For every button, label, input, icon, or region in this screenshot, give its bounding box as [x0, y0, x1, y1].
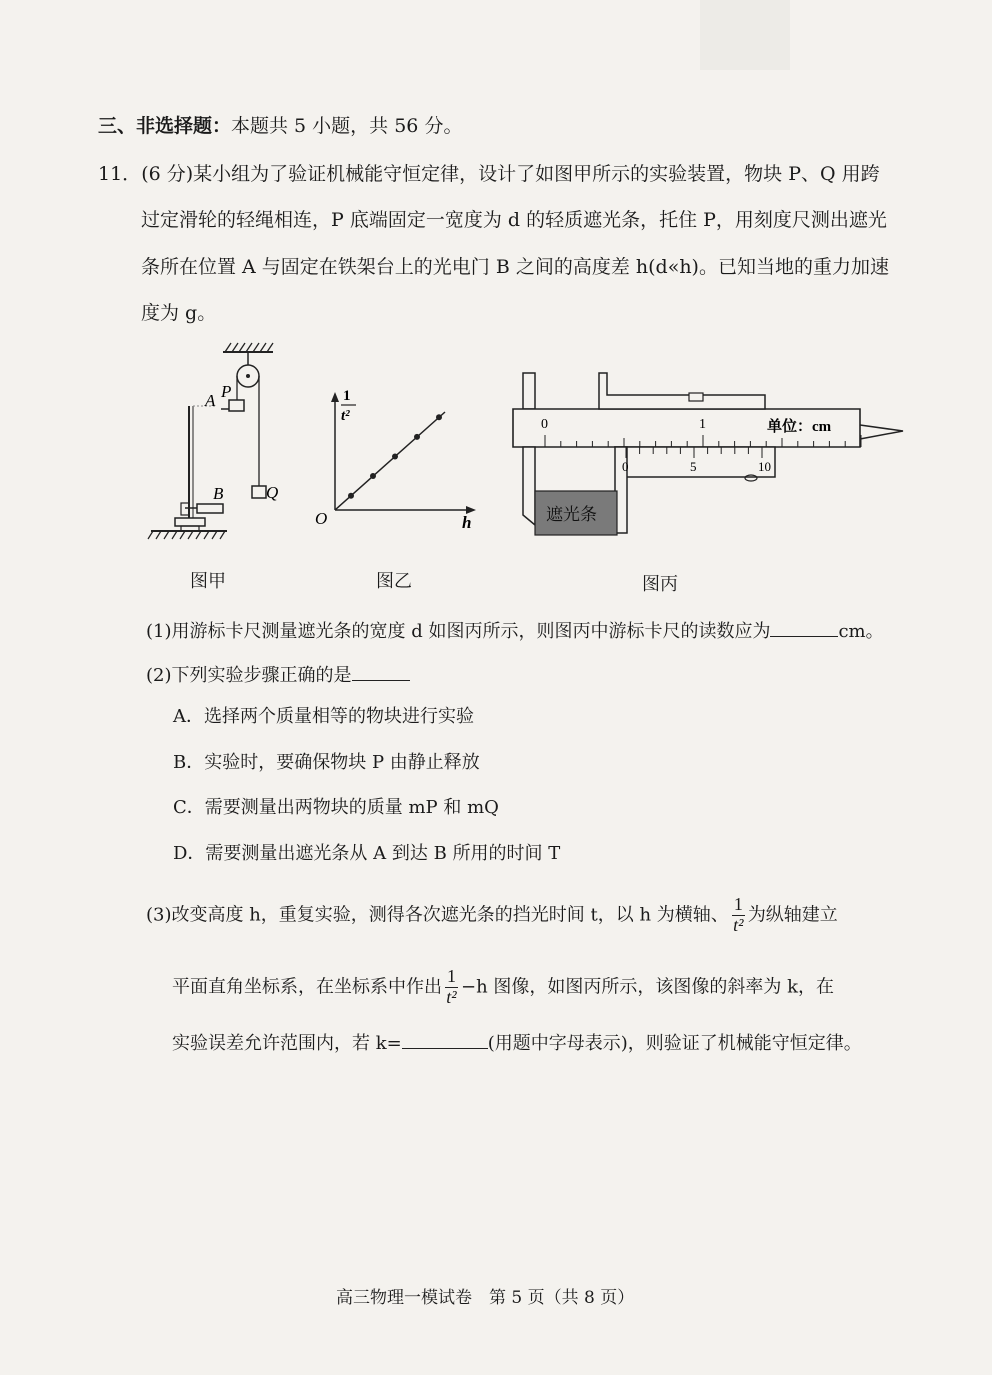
- part3-line-2: [172, 967, 834, 1008]
- question-intro-line-3: 条所在位置 A 与固定在铁架台上的光电门 B 之间的高度差 h(d«h)。已知当地的重力加速: [141, 256, 889, 278]
- part3-line-1: [146, 895, 838, 936]
- option-a: A．选择两个质量相等的物块进行实验: [173, 706, 474, 727]
- y-axis-den: t²: [341, 408, 350, 424]
- part2-prompt-line: [146, 662, 410, 687]
- part1-text: (1)用游标卡尺测量遮光条的宽度 d 如图丙所示，则图丙中游标卡尺的读数应为: [146, 621, 771, 642]
- part3-text-2a: 平面直角坐标系，在坐标系中作出: [172, 976, 442, 998]
- figure-yi-graph: [310, 382, 485, 532]
- section-detail: 本题共 5 小题，共 56 分。: [231, 115, 463, 137]
- part3-text-1b: 为纵轴建立: [747, 904, 838, 926]
- intro-text-1: 某小组为了验证机械能守恒定律，设计了如图甲所示的实验装置，物块 P、Q 用跨: [193, 163, 880, 185]
- block-p: [229, 400, 244, 411]
- option-b: B．实验时，要确保物块 P 由静止释放: [173, 752, 480, 773]
- fraction-inverse-t-squared: $\frac{1}{\text{t²}}$: [446, 966, 457, 1007]
- vernier-0: 0: [622, 459, 629, 474]
- shielding-strip-label: 遮光条: [546, 505, 597, 524]
- option-d: D．需要测量出遮光条从 A 到达 B 所用的时间 T: [173, 843, 561, 864]
- part3-answer-blank[interactable]: [402, 1030, 488, 1049]
- part3-text-3b: (用题中字母表示)，则验证了机械能守恒定律。: [487, 1033, 862, 1054]
- part1-answer-blank[interactable]: [770, 618, 838, 637]
- main-scale-1: 1: [699, 417, 706, 432]
- figure-jia-caption: 图甲: [190, 571, 226, 592]
- part1-line: [146, 618, 884, 643]
- page-showthrough-shading: [700, 0, 790, 70]
- data-point: [414, 434, 420, 440]
- part3-text-3a: 实验误差允许范围内，若 k=: [172, 1033, 402, 1054]
- data-point: [436, 414, 442, 420]
- unit-label: 单位：cm: [767, 419, 832, 435]
- page-footer: 高三物理一模试卷 第 5 页（共 8 页）: [336, 1288, 635, 1308]
- figure-bing-caliper: [505, 365, 915, 545]
- label-q: Q: [266, 483, 279, 502]
- data-point: [348, 493, 354, 499]
- question-intro-line-1: [98, 163, 880, 186]
- part3-text-1a: (3)改变高度 h，重复实验，测得各次遮光条的挡光时间 t，以 h 为横轴、: [146, 904, 729, 926]
- y-axis-num: 1: [343, 388, 351, 404]
- question-number: 11．: [98, 163, 142, 185]
- part2-answer-blank[interactable]: [352, 662, 410, 681]
- main-scale-0: 0: [541, 417, 548, 432]
- part3-text-2b: −h 图像，如图丙所示，该图像的斜率为 k，在: [461, 976, 835, 998]
- figure-bing-caption: 图丙: [642, 574, 678, 595]
- label-p: P: [221, 382, 232, 401]
- data-point: [370, 473, 376, 479]
- section-header: [98, 115, 462, 138]
- data-point: [392, 454, 398, 460]
- section-label: 三、非选择题：: [98, 115, 232, 137]
- part3-line-3: [172, 1030, 862, 1055]
- origin-label: O: [315, 509, 328, 528]
- label-a: A: [205, 391, 216, 410]
- figure-jia-apparatus: [145, 338, 295, 543]
- x-axis-label: h: [462, 513, 472, 532]
- question-intro-line-2: 过定滑轮的轻绳相连，P 底端固定一宽度为 d 的轻质遮光条，托住 P，用刻度尺测出遮光: [141, 209, 887, 231]
- question-score: (6 分): [141, 163, 194, 185]
- fraction-inverse-t-squared: $\frac{1}{\text{t²}}$: [733, 894, 744, 935]
- part2-prompt: (2)下列实验步骤正确的是: [146, 665, 352, 686]
- figure-yi-caption: 图乙: [376, 571, 412, 592]
- part1-unit: cm。: [838, 621, 884, 642]
- vernier-5: 5: [690, 459, 697, 474]
- question-intro-line-4: 度为 g。: [141, 302, 217, 324]
- photogate-b: [197, 504, 223, 513]
- vernier-10: 10: [758, 459, 771, 474]
- block-q: [252, 486, 266, 498]
- option-c: C．需要测量出两物块的质量 mP 和 mQ: [173, 797, 499, 818]
- label-b: B: [213, 484, 224, 503]
